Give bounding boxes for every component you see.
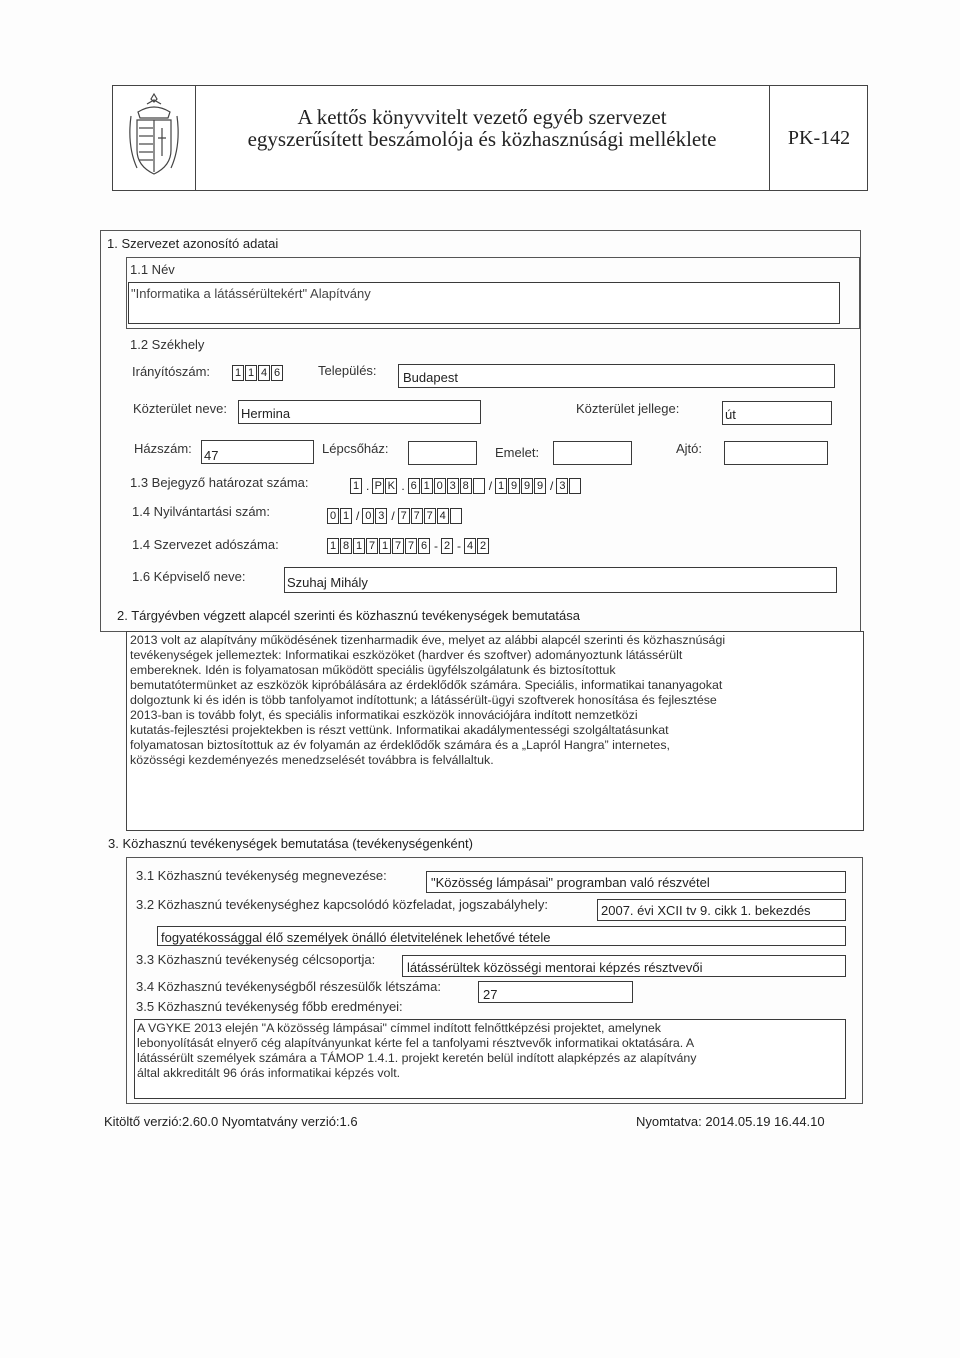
city-field[interactable] — [398, 364, 835, 388]
nyilv-digit-cell[interactable]: 0 — [327, 508, 339, 524]
reg-digit-cell[interactable]: 1 — [350, 478, 362, 494]
footer-printed: Nyomtatva: 2014.05.19 16.44.10 — [636, 1114, 825, 1129]
results-text-line: lebonyolítását elnyerő cég alapítványunkat kérte fel a tanfolyami résztvevők informatikai oktatására. A — [137, 1036, 695, 1050]
section2-text — [130, 633, 864, 768]
activity-label: 3.1 Közhasznú tevékenység megnevezése: — [136, 868, 387, 883]
tax-digit-cell[interactable]: 7 — [392, 538, 404, 554]
zip-label: Irányítószám: — [132, 364, 211, 379]
house-value: 47 — [204, 448, 219, 463]
reg-digit-cell[interactable]: 0 — [434, 478, 446, 494]
task-value-2: fogyatékossággal élő személyek önálló életvitelének lehetővé tétele — [161, 930, 551, 945]
tax-digit-cell[interactable]: 1 — [327, 538, 339, 554]
nyilv-digit-cell[interactable]: 7 — [424, 508, 436, 524]
reg-digit-cell[interactable]: 8 — [460, 478, 472, 494]
floor-field[interactable] — [553, 441, 632, 465]
separator: . — [401, 479, 405, 493]
reg-digit-cell[interactable]: 1 — [421, 478, 433, 494]
section2-text-line: dolgoztunk ki és idén is több tanfolyamot indítottunk; a látássérült-ügyi szoftverek honosítása és fejlesztése — [130, 693, 717, 707]
results-text-line: látássérült személyek számára a TÁMOP 1.4.1. projekt keretén belül indított alapképzés az alapítvány — [137, 1051, 697, 1065]
tax-digit-cell[interactable]: 1 — [353, 538, 365, 554]
rep-label: 1.6 Képviselő neve: — [132, 569, 246, 584]
tax-digit-cell[interactable]: 4 — [464, 538, 476, 554]
tax-digit-cell[interactable]: 8 — [340, 538, 352, 554]
reg-digit-cell[interactable]: 9 — [534, 478, 546, 494]
separator: / — [488, 479, 493, 493]
door-label: Ajtó: — [676, 441, 703, 456]
street-type-field[interactable] — [722, 401, 832, 425]
street-type-value: út — [725, 407, 736, 422]
reg-digit-cell[interactable] — [569, 478, 581, 494]
target-label: 3.3 Közhasznú tevékenység célcsoportja: — [136, 952, 376, 967]
task-field[interactable] — [597, 899, 846, 921]
city-label: Település: — [318, 363, 377, 378]
zip-digit-cell[interactable]: 1 — [245, 365, 257, 381]
section2-title: 2. Tárgyévben végzett alapcél szerinti és közhasznú tevékenységek bemutatása — [117, 608, 580, 623]
city-value: Budapest — [403, 370, 458, 385]
target-value: látássérültek közösségi mentorai képzés résztvevői — [407, 960, 703, 975]
form-title-line1: A kettős könyvvitelt vezető egyéb szervezet — [297, 105, 667, 129]
reg-digit-cell[interactable]: 9 — [521, 478, 533, 494]
name-field[interactable] — [128, 282, 840, 324]
floor-label: Emelet: — [495, 445, 540, 460]
street-field[interactable] — [238, 400, 481, 424]
seat-label: 1.2 Székhely — [130, 337, 205, 352]
separator: / — [550, 479, 554, 493]
target-field[interactable] — [402, 955, 846, 977]
tax-digit-cell[interactable]: 7 — [366, 538, 378, 554]
name-value: "Informatika a látássérültekért" Alapítvány — [131, 286, 371, 301]
section2-text-line: kutatás-fejlesztési projektekben is részt vettünk. Informatikai akadálymentességi szolgáltatásunkat — [130, 723, 669, 737]
separator: / — [391, 509, 395, 523]
zip-digit-cell[interactable]: 1 — [232, 365, 244, 381]
task-field-2[interactable] — [157, 926, 846, 946]
reg-digit-cell[interactable]: 9 — [508, 478, 520, 494]
reg-number-field[interactable] — [350, 478, 582, 494]
house-field[interactable] — [201, 440, 314, 464]
stair-label: Lépcsőház: — [322, 441, 389, 456]
nyilv-digit-cell[interactable]: 3 — [375, 508, 387, 524]
street-label: Közterület neve: — [133, 401, 227, 416]
nyilv-digit-cell[interactable]: 4 — [437, 508, 449, 524]
form-code: PK-142 — [787, 126, 851, 149]
activity-field[interactable] — [426, 871, 846, 893]
reg-digit-cell[interactable]: 6 — [408, 478, 420, 494]
section1-title: 1. Szervezet azonosító adatai — [107, 236, 279, 251]
tax-digit-cell[interactable]: 2 — [477, 538, 489, 554]
results-label: 3.5 Közhasznú tevékenység főbb eredményei: — [136, 999, 403, 1014]
section2-text-line: tevékenységek jellemeztek: Informatikai eszközöket (hardver és szoftver) adományoztunk látássérült — [130, 648, 683, 662]
tax-number-field[interactable] — [327, 538, 490, 554]
name-label: 1.1 Név — [130, 262, 175, 277]
nyilv-digit-cell[interactable]: 7 — [411, 508, 423, 524]
footer-version: Kitöltő verzió:2.60.0 Nyomtatvány verzió:1.6 — [104, 1114, 358, 1129]
separator: / — [356, 509, 360, 523]
tax-label: 1.4 Szervezet adószáma: — [132, 537, 279, 552]
house-label: Házszám: — [134, 441, 192, 456]
coat-of-arms-icon — [113, 86, 196, 190]
task-label: 3.2 Közhasznú tevékenységhez kapcsolódó közfeladat, jogszabályhely: — [136, 897, 548, 912]
nyilv-label: 1.4 Nyilvántartási szám: — [132, 504, 270, 519]
separator: - — [434, 539, 438, 553]
form-title-line2: egyszerűsített beszámolója és közhasznúsági melléklete — [247, 127, 717, 151]
results-text-line: A VGYKE 2013 elején "A közösség lámpásai" címmel indított felnőttképzési projektet, amelynek — [137, 1021, 661, 1035]
results-field[interactable] — [134, 1019, 846, 1099]
section3-title: 3. Közhasznú tevékenységek bemutatása (tevékenységenként) — [108, 836, 473, 851]
tax-digit-cell[interactable]: 6 — [418, 538, 430, 554]
zip-digit-cell[interactable]: 6 — [271, 365, 283, 381]
tax-digit-cell[interactable]: 2 — [441, 538, 453, 554]
nyilv-digit-cell[interactable]: 7 — [398, 508, 410, 524]
zip-field[interactable] — [232, 365, 284, 381]
reg-digit-cell[interactable]: 1 — [495, 478, 507, 494]
activity-value: "Közösség lámpásai" programban való részvétel — [431, 875, 710, 890]
nyilv-number-field[interactable] — [327, 508, 463, 524]
nyilv-digit-cell[interactable] — [450, 508, 462, 524]
separator: - — [457, 539, 461, 553]
section2-text-field[interactable] — [126, 631, 864, 831]
reg-digit-cell[interactable]: 3 — [447, 478, 459, 494]
results-text-line: által akkreditált 96 órás informatikai képzés volt. — [137, 1066, 401, 1080]
nyilv-digit-cell[interactable]: 1 — [340, 508, 352, 524]
section2-text-line: folyamatosan biztosítottuk az év folyamán az érdeklődők számára és a „Lapról Hangra” internetes, — [130, 738, 670, 752]
reg-digit-cell[interactable]: P — [372, 478, 384, 494]
task-value: 2007. évi XCII tv 9. cikk 1. bekezdés — [601, 903, 811, 918]
tax-digit-cell[interactable]: 7 — [405, 538, 417, 554]
section2-text-line: embereknek. Idén is folyamatosan működött speciális ügyfélszolgálatunk és biztosítottuk — [130, 663, 616, 677]
rep-value: Szuhaj Mihály — [287, 575, 368, 590]
results-text — [137, 1021, 843, 1081]
separator: . — [366, 479, 370, 493]
rep-field[interactable] — [284, 567, 837, 593]
count-value: 27 — [483, 987, 498, 1002]
reg-label: 1.3 Bejegyző határozat száma: — [130, 475, 309, 490]
reg-digit-cell[interactable] — [473, 478, 485, 494]
section2-text-line: 2013 volt az alapítvány működésének tizenharmadik éve, melyet az alábbi alapcél szerinti és közhasznúsági — [130, 633, 726, 647]
street-type-label: Közterület jellege: — [576, 401, 680, 416]
form-header — [112, 85, 868, 191]
stair-field[interactable] — [408, 441, 477, 465]
count-field[interactable] — [478, 981, 633, 1003]
tax-digit-cell[interactable]: 1 — [379, 538, 391, 554]
reg-digit-cell[interactable]: 3 — [556, 478, 568, 494]
nyilv-digit-cell[interactable]: 0 — [362, 508, 374, 524]
count-label: 3.4 Közhasznú tevékenységből részesülők létszáma: — [136, 979, 441, 994]
street-value: Hermina — [241, 406, 291, 421]
section2-text-line: közösségi kezdeményezés menedzselését továbbra is felvállaltuk. — [130, 753, 494, 767]
door-field[interactable] — [724, 441, 828, 465]
section2-text-line: bemutatótermünket az eszközök kipróbálására az érdeklődők számára. Speciális, informatikai tananyagokat — [130, 678, 723, 692]
form-code-cell — [769, 86, 868, 190]
section2-text-line: 2013-ban is tovább folyt, és speciális informatikai eszközök innovációjára indított nemzetközi — [130, 708, 638, 722]
reg-digit-cell[interactable]: K — [385, 478, 397, 494]
zip-digit-cell[interactable]: 4 — [258, 365, 270, 381]
